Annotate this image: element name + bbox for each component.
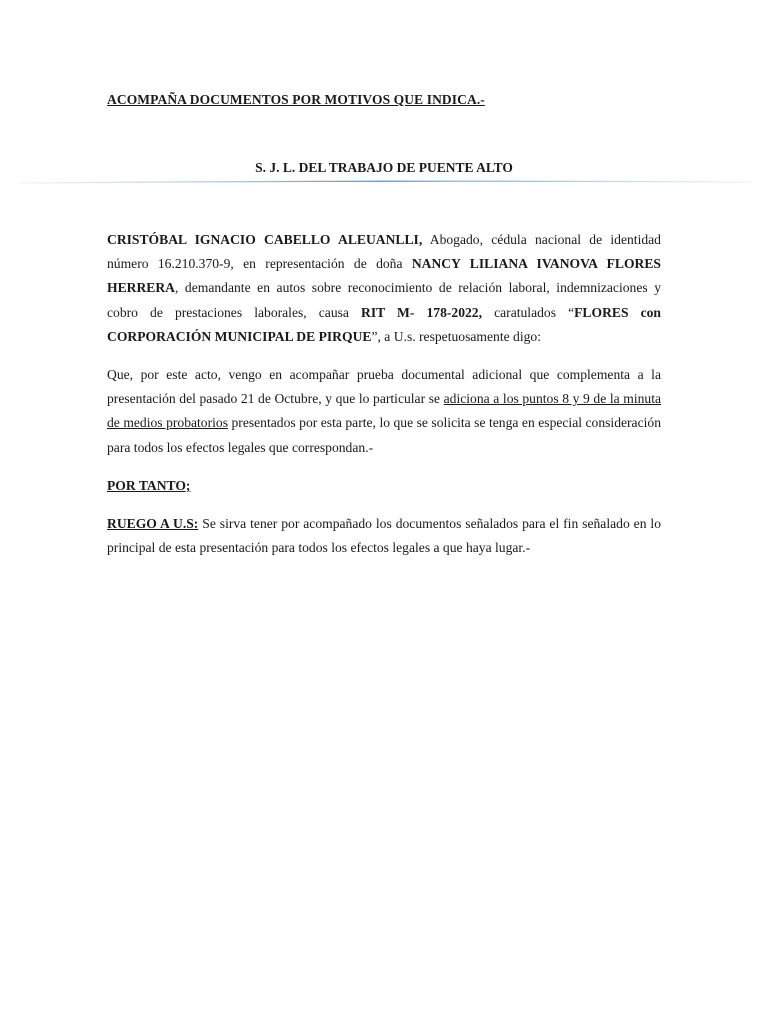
body-text-1: Que, por este acto, vengo en acompañar prueba documental adicional que complementa a la presentación del pasado 21 de Octubre, y que lo particular se <box>107 367 661 407</box>
intro-text-4: ”, a U.s. respetuosamente digo: <box>371 328 541 344</box>
document-body <box>107 228 661 574</box>
intro-text-3: caratulados “ <box>482 304 575 320</box>
petition-paragraph <box>107 512 661 560</box>
body-underlined-text: adiciona a los puntos 8 y 9 de la minuta de medios probatorios <box>107 391 662 431</box>
court-heading: S. J. L. DEL TRABAJO DE PUENTE ALTO <box>255 160 513 175</box>
por-tanto-heading: POR TANTO; <box>107 477 191 493</box>
petition-label: RUEGO A U.S: <box>107 516 199 532</box>
intro-text-1: Abogado, cédula nacional de identidad número 16.210.370-9, en representación de doña <box>107 232 661 272</box>
lawyer-name: CRISTÓBAL IGNACIO CABELLO ALEUANLLI, <box>107 232 423 247</box>
body-paragraph <box>107 363 661 460</box>
petition-text: Se sirva tener por acompañado los documentos señalados para el fin señalado en lo principal de esta presentación para todos los efectos legales a que haya lugar.- <box>107 516 661 556</box>
header-divider <box>20 179 752 187</box>
document-reference-heading: ACOMPAÑA DOCUMENTOS POR MOTIVOS QUE INDICA.- <box>107 92 485 107</box>
client-name: NANCY LILIANA IVANOVA FLORES HERRERA <box>107 256 661 296</box>
case-title: FLORES con CORPORACIÓN MUNICIPAL DE PIRQUE <box>107 304 661 344</box>
intro-paragraph <box>107 228 661 349</box>
por-tanto-paragraph <box>107 474 661 498</box>
intro-text-2: , demandante en autos sobre reconocimiento de relación laboral, indemnizaciones y cobro de prestaciones laborales, causa <box>107 280 661 320</box>
case-number: RIT M- 178-2022, <box>361 304 483 320</box>
body-text-2: presentados por esta parte, lo que se solicita se tenga en especial consideración para todos los efectos legales que correspondan.- <box>107 415 661 455</box>
